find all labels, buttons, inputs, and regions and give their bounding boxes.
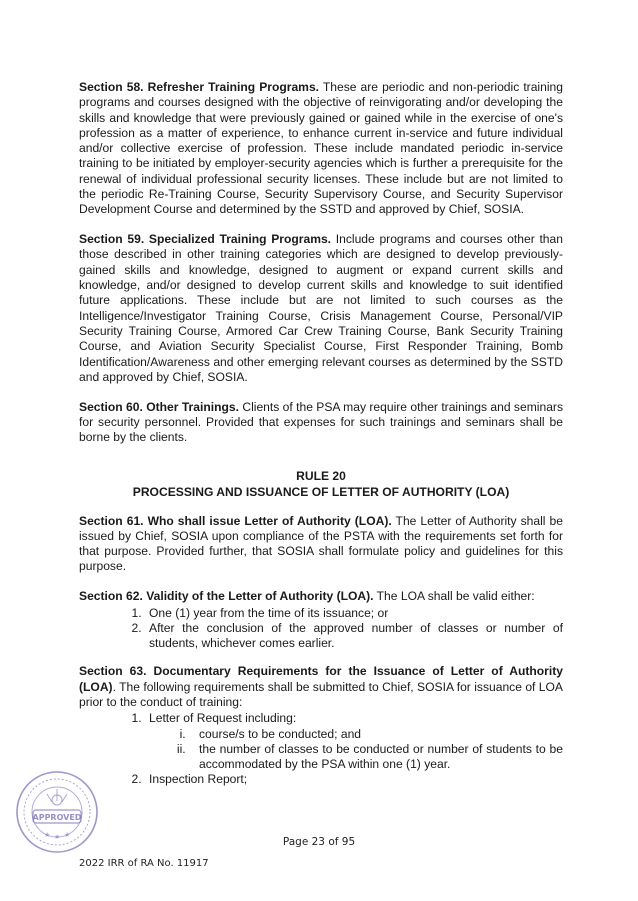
section-63-body: . The following requirements shall be submitted to Chief, SOSIA for issuance of LOA prior to the conduct of training: [79, 679, 563, 709]
list-item [145, 711, 563, 772]
rule-heading [79, 468, 563, 500]
sublist-item: ii. the number of classes to be conducted or number of students to be accommodated by the PSA within one (1) year. [189, 742, 563, 773]
section-63-heading: Section 63. Documentary Requirements for the Issuance of Letter of Authority (LOA) [79, 664, 563, 694]
section-62-heading: Section 62. Validity of the Letter of Authority (LOA). [79, 589, 374, 604]
section-62-body: The LOA shall be valid either: [373, 589, 535, 604]
section-59 [79, 232, 563, 385]
list-item: 2. After the conclusion of the approved number of classes or number of students, whichever comes earlier. [145, 621, 563, 652]
section-61-heading: Section 61. Who shall issue Letter of Authority (LOA). [79, 513, 392, 528]
section-58-heading: Section 58. Refresher Training Programs. [79, 80, 320, 94]
section-62-list [79, 606, 563, 652]
section-60 [79, 400, 563, 446]
document-body [79, 80, 563, 801]
svg-text:★: ★ [54, 833, 61, 841]
rule-title: PROCESSING AND ISSUANCE OF LETTER OF AUTHORITY (LOA) [132, 484, 510, 499]
section-60-heading: Section 60. Other Trainings. [79, 399, 239, 414]
section-59-heading: Section 59. Specialized Training Programs. [79, 232, 332, 247]
footer-text: 2022 IRR of RA No. 11917 [79, 858, 209, 869]
section-58 [79, 80, 563, 218]
list-item: 1. One (1) year from the time of its issuance; or [145, 606, 563, 621]
section-63-list [79, 711, 563, 787]
svg-text:★: ★ [64, 831, 71, 839]
svg-text:★: ★ [44, 831, 51, 839]
stamp-label: APPROVED [32, 813, 82, 822]
list-item-text: Letter of Request including: [149, 711, 297, 726]
sublist-item: i. course/s to be conducted; and [189, 727, 563, 742]
section-61-body: The Letter of Authority shall be issued by Chief, SOSIA upon compliance of the PSTA with the requirements set forth for that purpose. Provided further, that SOSIA shall formulate policy and guidelines for this purpose. [79, 513, 563, 574]
page-number: Page 23 of 95 [282, 836, 356, 848]
section-59-body: Include programs and courses other than those described in other training categories which are designed to develop previously-gained skills and knowledge, designed to augment or expand current skills and knowledge, and/or designed to develop current skills and knowledge to suit identified future applications. These include but are not limited to such courses as the Intelligence/Investigator Training Course, Crisis Management Course, Personal/VIP Security Training Course, Armored Car Crew Training Course, Bank Security Training Course, and Aviation Security Specialist Course, First Responder Training, Bomb Identification/Awareness and other emerging relevant courses as determined by the SSTD and approved by Chief, SOSIA. [79, 232, 563, 384]
section-58-body: These are periodic and non-periodic training programs and courses designed with the objective of reinvigorating and/or developing the skills and knowledge that were previously gained or gained while in the exercise of one's profession as a matter of experience, to enhance current in-service and future individual and/or collective exercise of profession. These include mandated periodic in-service training to be initiated by employer-security agencies which is further a prerequisite for the renewal of individual professional security licenses. These include but are not limited to the periodic Re-Training Course, Security Supervisory Course, and Security Supervisor Development Course and determined by the SSTD and approved by Chief, SOSIA. [79, 80, 563, 217]
section-61 [79, 514, 563, 575]
list-item: 2. Inspection Report; [145, 772, 563, 787]
section-63 [79, 664, 563, 710]
section-60-body: Clients of the PSA may require other trainings and seminars for security personnel. Provided that expenses for such trainings and seminars shall be borne by the clients. [79, 399, 563, 445]
section-63-sublist [149, 727, 563, 773]
rule-number: RULE 20 [296, 468, 346, 483]
section-62 [79, 589, 563, 604]
